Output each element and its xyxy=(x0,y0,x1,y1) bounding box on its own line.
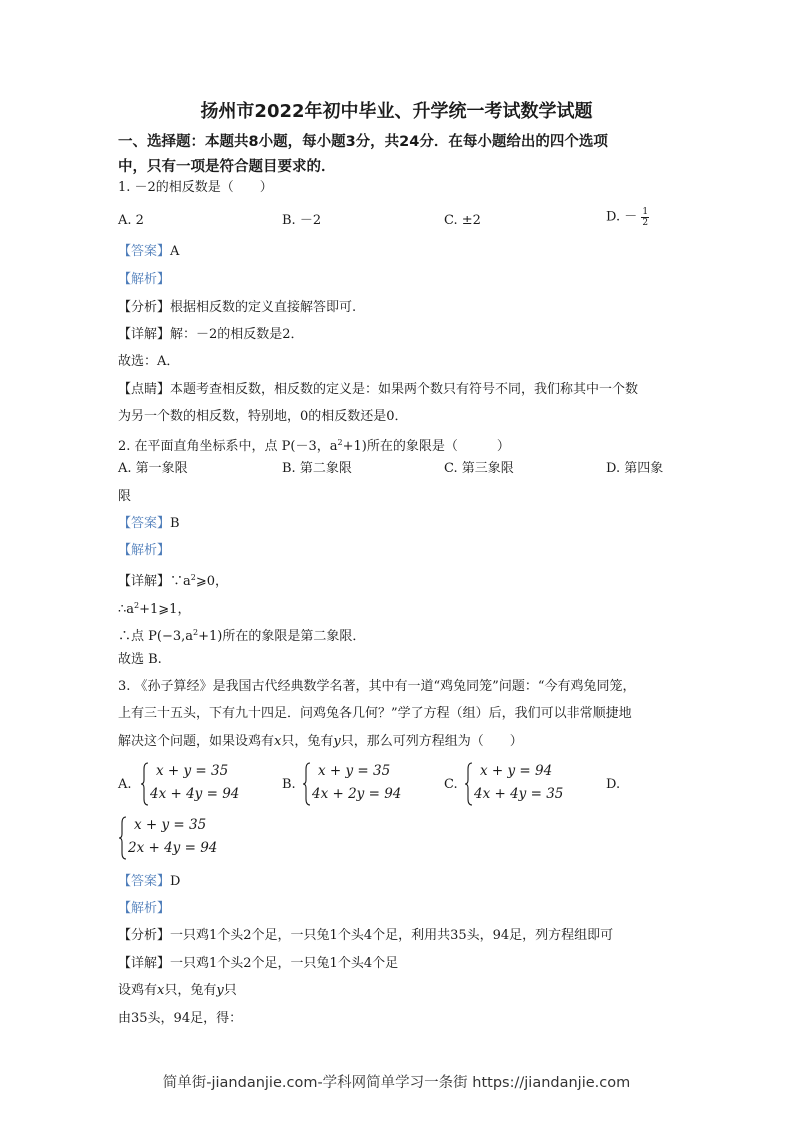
step2-part2: +1)所在的象限是第二象限． xyxy=(198,629,366,644)
q1-dianjing xyxy=(118,382,638,398)
step1-part1: ∴a xyxy=(118,602,135,617)
step1-sup: 2 xyxy=(134,601,140,610)
answer-tag: 【答案】 xyxy=(118,874,171,889)
dianjing-tag: 【点睛】 xyxy=(118,382,171,397)
step2-sup: 2 xyxy=(193,628,199,637)
step2-part1: ∴点 P(−3,a xyxy=(118,629,193,644)
q1-option-d xyxy=(606,207,649,228)
q3-option-c-label: C. xyxy=(444,777,458,792)
q2-analysis xyxy=(118,543,170,559)
q2-option-d: D. 第四象 xyxy=(606,461,664,476)
q1-answer xyxy=(118,244,179,260)
var-x: x xyxy=(274,734,282,749)
var-y: y xyxy=(216,983,224,998)
fraction-numerator: 1 xyxy=(642,207,649,217)
fenxi-tag: 【分析】 xyxy=(118,928,171,943)
section-heading-line2: 中，只有一项是符合题目要求的． xyxy=(118,159,336,175)
q1-dianjing-cont: 为另一个数的相反数，特别地，0的相反数还是0． xyxy=(118,409,408,424)
q3-option-d-label: D. xyxy=(606,777,621,792)
q2-stem-part2: +1)所在的象限是（ ） xyxy=(342,439,510,454)
section-heading-line1: 一、选择题：本题共8小题，每小题3分，共24分．在每小题给出的四个选项 xyxy=(118,134,608,150)
answer-tag: 【答案】 xyxy=(118,244,171,259)
set-part2: 只，兔有 xyxy=(164,983,217,998)
analysis-tag: 【解析】 xyxy=(118,272,171,287)
q1-option-d-prefix: D. － xyxy=(606,209,638,225)
q2-option-d-wrap: 限 xyxy=(118,489,132,504)
equation-1: x + y = 35 xyxy=(318,763,391,779)
q3-analysis xyxy=(118,901,170,917)
footer-watermark: 简单街-jiandanjie.com-学科网简单学习一条街 https://jiandanjie.com xyxy=(162,1075,631,1091)
q1-choose: 故选：A． xyxy=(118,354,180,369)
equation-2: 2x + 4y = 94 xyxy=(128,840,218,856)
q3-stem-line3 xyxy=(118,734,523,750)
q2-option-a: A. 第一象限 xyxy=(118,461,188,476)
q2-step2 xyxy=(118,625,365,645)
equation-2: 4x + 2y = 94 xyxy=(312,786,402,802)
q3-stem-part1: 解决这个问题，如果设鸡有 xyxy=(118,734,275,749)
var-x: x xyxy=(157,983,165,998)
dianjing-text: 本题考查相反数，相反数的定义是：如果两个数只有符号不同，我们称其中一个数 xyxy=(170,382,639,397)
q3-option-d-system xyxy=(118,815,228,861)
brace-icon xyxy=(464,761,474,807)
q1-option-b: B. －2 xyxy=(282,213,322,228)
detail-text: 解：－2的相反数是2． xyxy=(170,327,304,342)
q2-stem xyxy=(118,435,510,455)
q3-stem-part3: 只，那么可列方程组为（ ） xyxy=(340,734,523,749)
q2-option-c: C. 第三象限 xyxy=(444,461,514,476)
q2-option-b: B. 第二象限 xyxy=(282,461,352,476)
q1-option-d-fraction xyxy=(641,207,649,228)
detail-text: 一只鸡1个头2个足，一只兔1个头4个足 xyxy=(170,956,399,971)
analysis-tag: 【解析】 xyxy=(118,901,171,916)
answer-value: B xyxy=(170,516,180,531)
q3-option-c-system xyxy=(464,761,574,807)
equation-2: 4x + 4y = 94 xyxy=(150,786,240,802)
brace-icon xyxy=(140,761,150,807)
fraction-denominator: 2 xyxy=(642,218,649,228)
q2-step1 xyxy=(118,598,190,618)
q3-option-a-label: A. xyxy=(118,777,132,792)
q3-option-a-system xyxy=(140,761,250,807)
detail-part2: ⩾0， xyxy=(195,574,229,589)
var-y: y xyxy=(333,734,341,749)
q2-answer xyxy=(118,516,180,532)
q3-answer xyxy=(118,874,180,890)
detail-part1: ∵a xyxy=(170,574,191,589)
set-part3: 只 xyxy=(223,983,237,998)
analysis-tag: 【解析】 xyxy=(118,543,171,558)
q2-detail xyxy=(118,570,228,590)
q2-choose: 故选 B. xyxy=(118,652,162,667)
q3-fenxi xyxy=(118,928,613,944)
q2-stem-part1: 2. 在平面直角坐标系中，点 P(－3，a xyxy=(118,439,338,454)
q1-option-c: C. ±2 xyxy=(444,213,481,228)
q1-fenxi xyxy=(118,300,356,316)
brace-icon xyxy=(118,815,128,861)
q3-stem-line2: 上有三十五头，下有九十四足．问鸡兔各几何？”学了方程（组）后，我们可以非常顺捷地 xyxy=(118,706,632,721)
q3-option-b-system xyxy=(302,761,412,807)
q1-stem: 1. －2的相反数是（ ） xyxy=(118,180,273,195)
q1-option-a: A. 2 xyxy=(118,213,144,228)
answer-value: A xyxy=(170,244,180,259)
brace-icon xyxy=(302,761,312,807)
fenxi-text: 一只鸡1个头2个足，一只兔1个头4个足，利用共35头，94足，列方程组即可 xyxy=(170,928,614,943)
detail-sup: 2 xyxy=(190,573,196,582)
set-part1: 设鸡有 xyxy=(118,983,158,998)
equation-1: x + y = 35 xyxy=(134,817,207,833)
q1-analysis xyxy=(118,272,170,288)
q3-from: 由35头，94足，得： xyxy=(118,1011,243,1026)
answer-tag: 【答案】 xyxy=(118,516,171,531)
q3-set-vars xyxy=(118,983,237,999)
equation-2: 4x + 4y = 35 xyxy=(474,786,564,802)
q3-detail xyxy=(118,956,398,972)
fenxi-tag: 【分析】 xyxy=(118,300,171,315)
page-title: 扬州市2022年初中毕业、升学统一考试数学试题 xyxy=(200,101,593,122)
equation-1: x + y = 35 xyxy=(156,763,229,779)
equation-1: x + y = 94 xyxy=(480,763,553,779)
q2-stem-sup: 2 xyxy=(337,438,343,447)
detail-tag: 【详解】 xyxy=(118,956,171,971)
step1-part2: +1⩾1， xyxy=(139,602,191,617)
detail-tag: 【详解】 xyxy=(118,574,171,589)
q3-stem-part2: 只，兔有 xyxy=(281,734,334,749)
detail-tag: 【详解】 xyxy=(118,327,171,342)
answer-value: D xyxy=(170,874,181,889)
fenxi-text: 根据相反数的定义直接解答即可. xyxy=(170,300,357,315)
q1-detail xyxy=(118,327,304,343)
q3-option-b-label: B. xyxy=(282,777,296,792)
q3-stem-line1: 3. 《孙子算经》是我国古代经典数学名著，其中有一道“鸡兔同笼”问题：“今有鸡兔同笼， xyxy=(118,679,636,694)
